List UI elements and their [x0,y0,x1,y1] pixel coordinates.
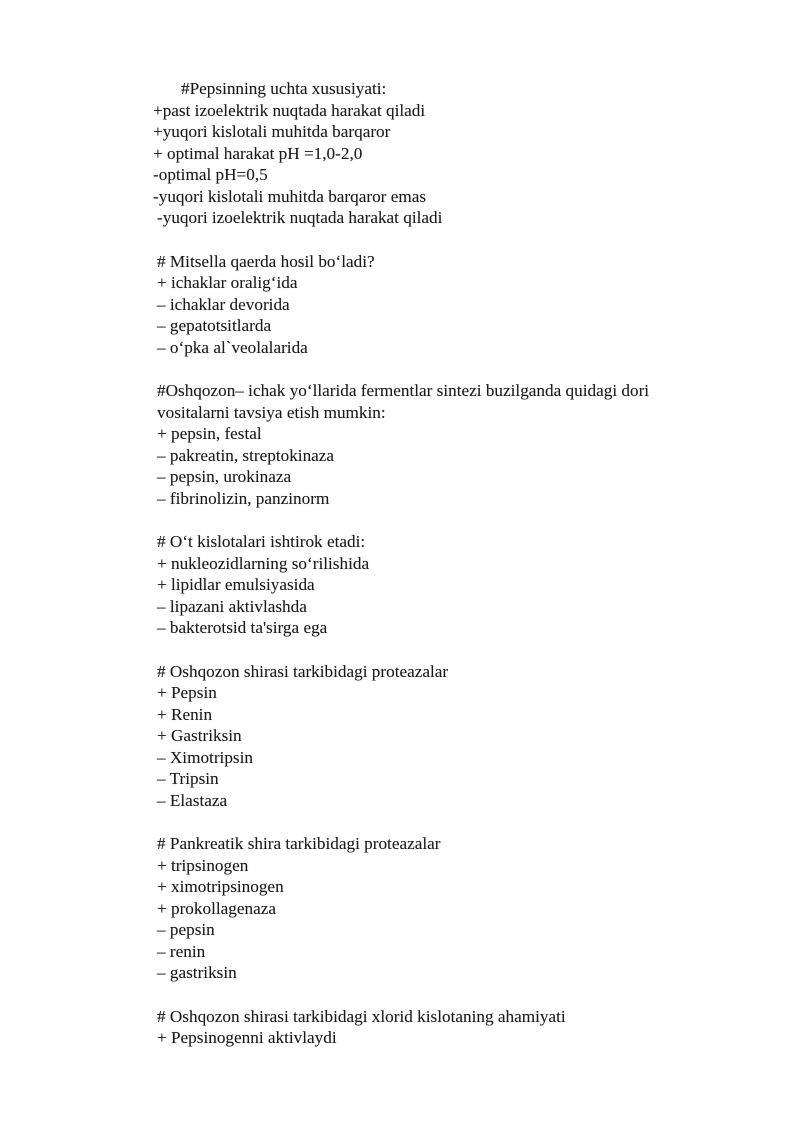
answer-option: + ichaklar oraligʻida [157,273,298,292]
answer-option: – renin [157,942,206,961]
question-heading: # Oshqozon shirasi tarkibidagi xlorid kislotaning ahamiyati [157,1007,566,1026]
answer-option: +past izoelektrik nuqtada harakat qiladi [153,101,426,120]
answer-option: + Pepsin [157,683,217,702]
answer-option: + Pepsinogenni aktivlaydi [157,1028,337,1047]
answer-option: -optimal pH=0,5 [153,165,268,184]
answer-option: + ximotripsinogen [157,877,284,896]
answer-option: – lipazani aktivlashda [157,597,307,616]
answer-option: – pepsin [157,920,215,939]
question-heading: #Pepsinning uchta xususiyati: [181,79,387,98]
answer-option: – ichaklar devorida [157,295,290,314]
question-heading: # Oshqozon shirasi tarkibidagi proteazalar [157,662,449,681]
answer-option: +yuqori kislotali muhitda barqaror [153,122,391,141]
answer-option: – pepsin, urokinaza [157,467,292,486]
question-heading-continued: vositalarni tavsiya etish mumkin: [157,403,386,422]
answer-option: – fibrinolizin, panzinorm [157,489,330,508]
answer-option: – gepatotsitlarda [157,316,272,335]
question-heading: # Oʻt kislotalari ishtirok etadi: [157,532,366,551]
question-heading: #Oshqozon– ichak yoʻllarida fermentlar sintezi buzilganda quidagi dori [157,381,650,400]
answer-option: + Gastriksin [157,726,242,745]
answer-option: + pepsin, festal [157,424,262,443]
answer-option: + tripsinogen [157,856,249,875]
answer-option: -yuqori izoelektrik nuqtada harakat qiladi [157,208,443,227]
answer-option: + Renin [157,705,213,724]
answer-option: + lipidlar emulsiyasida [157,575,315,594]
answer-option: + nukleozidlarning soʻrilishida [157,554,370,573]
answer-option: – Elastaza [157,791,228,810]
answer-option: – gastriksin [157,963,237,982]
answer-option: – oʻpka al`veolalarida [157,338,308,357]
question-heading: # Mitsella qaerda hosil boʻladi? [157,252,375,271]
answer-option: + prokollagenaza [157,899,276,918]
answer-option: – pakreatin, streptokinaza [157,446,335,465]
answer-option: -yuqori kislotali muhitda barqaror emas [153,187,427,206]
answer-option: – Tripsin [157,769,219,788]
question-heading: # Pankreatik shira tarkibidagi proteazalar [157,834,441,853]
answer-option: + optimal harakat pH =1,0-2,0 [153,144,363,163]
answer-option: – bakterotsid ta'sirga ega [157,618,328,637]
answer-option: – Ximotripsin [157,748,253,767]
